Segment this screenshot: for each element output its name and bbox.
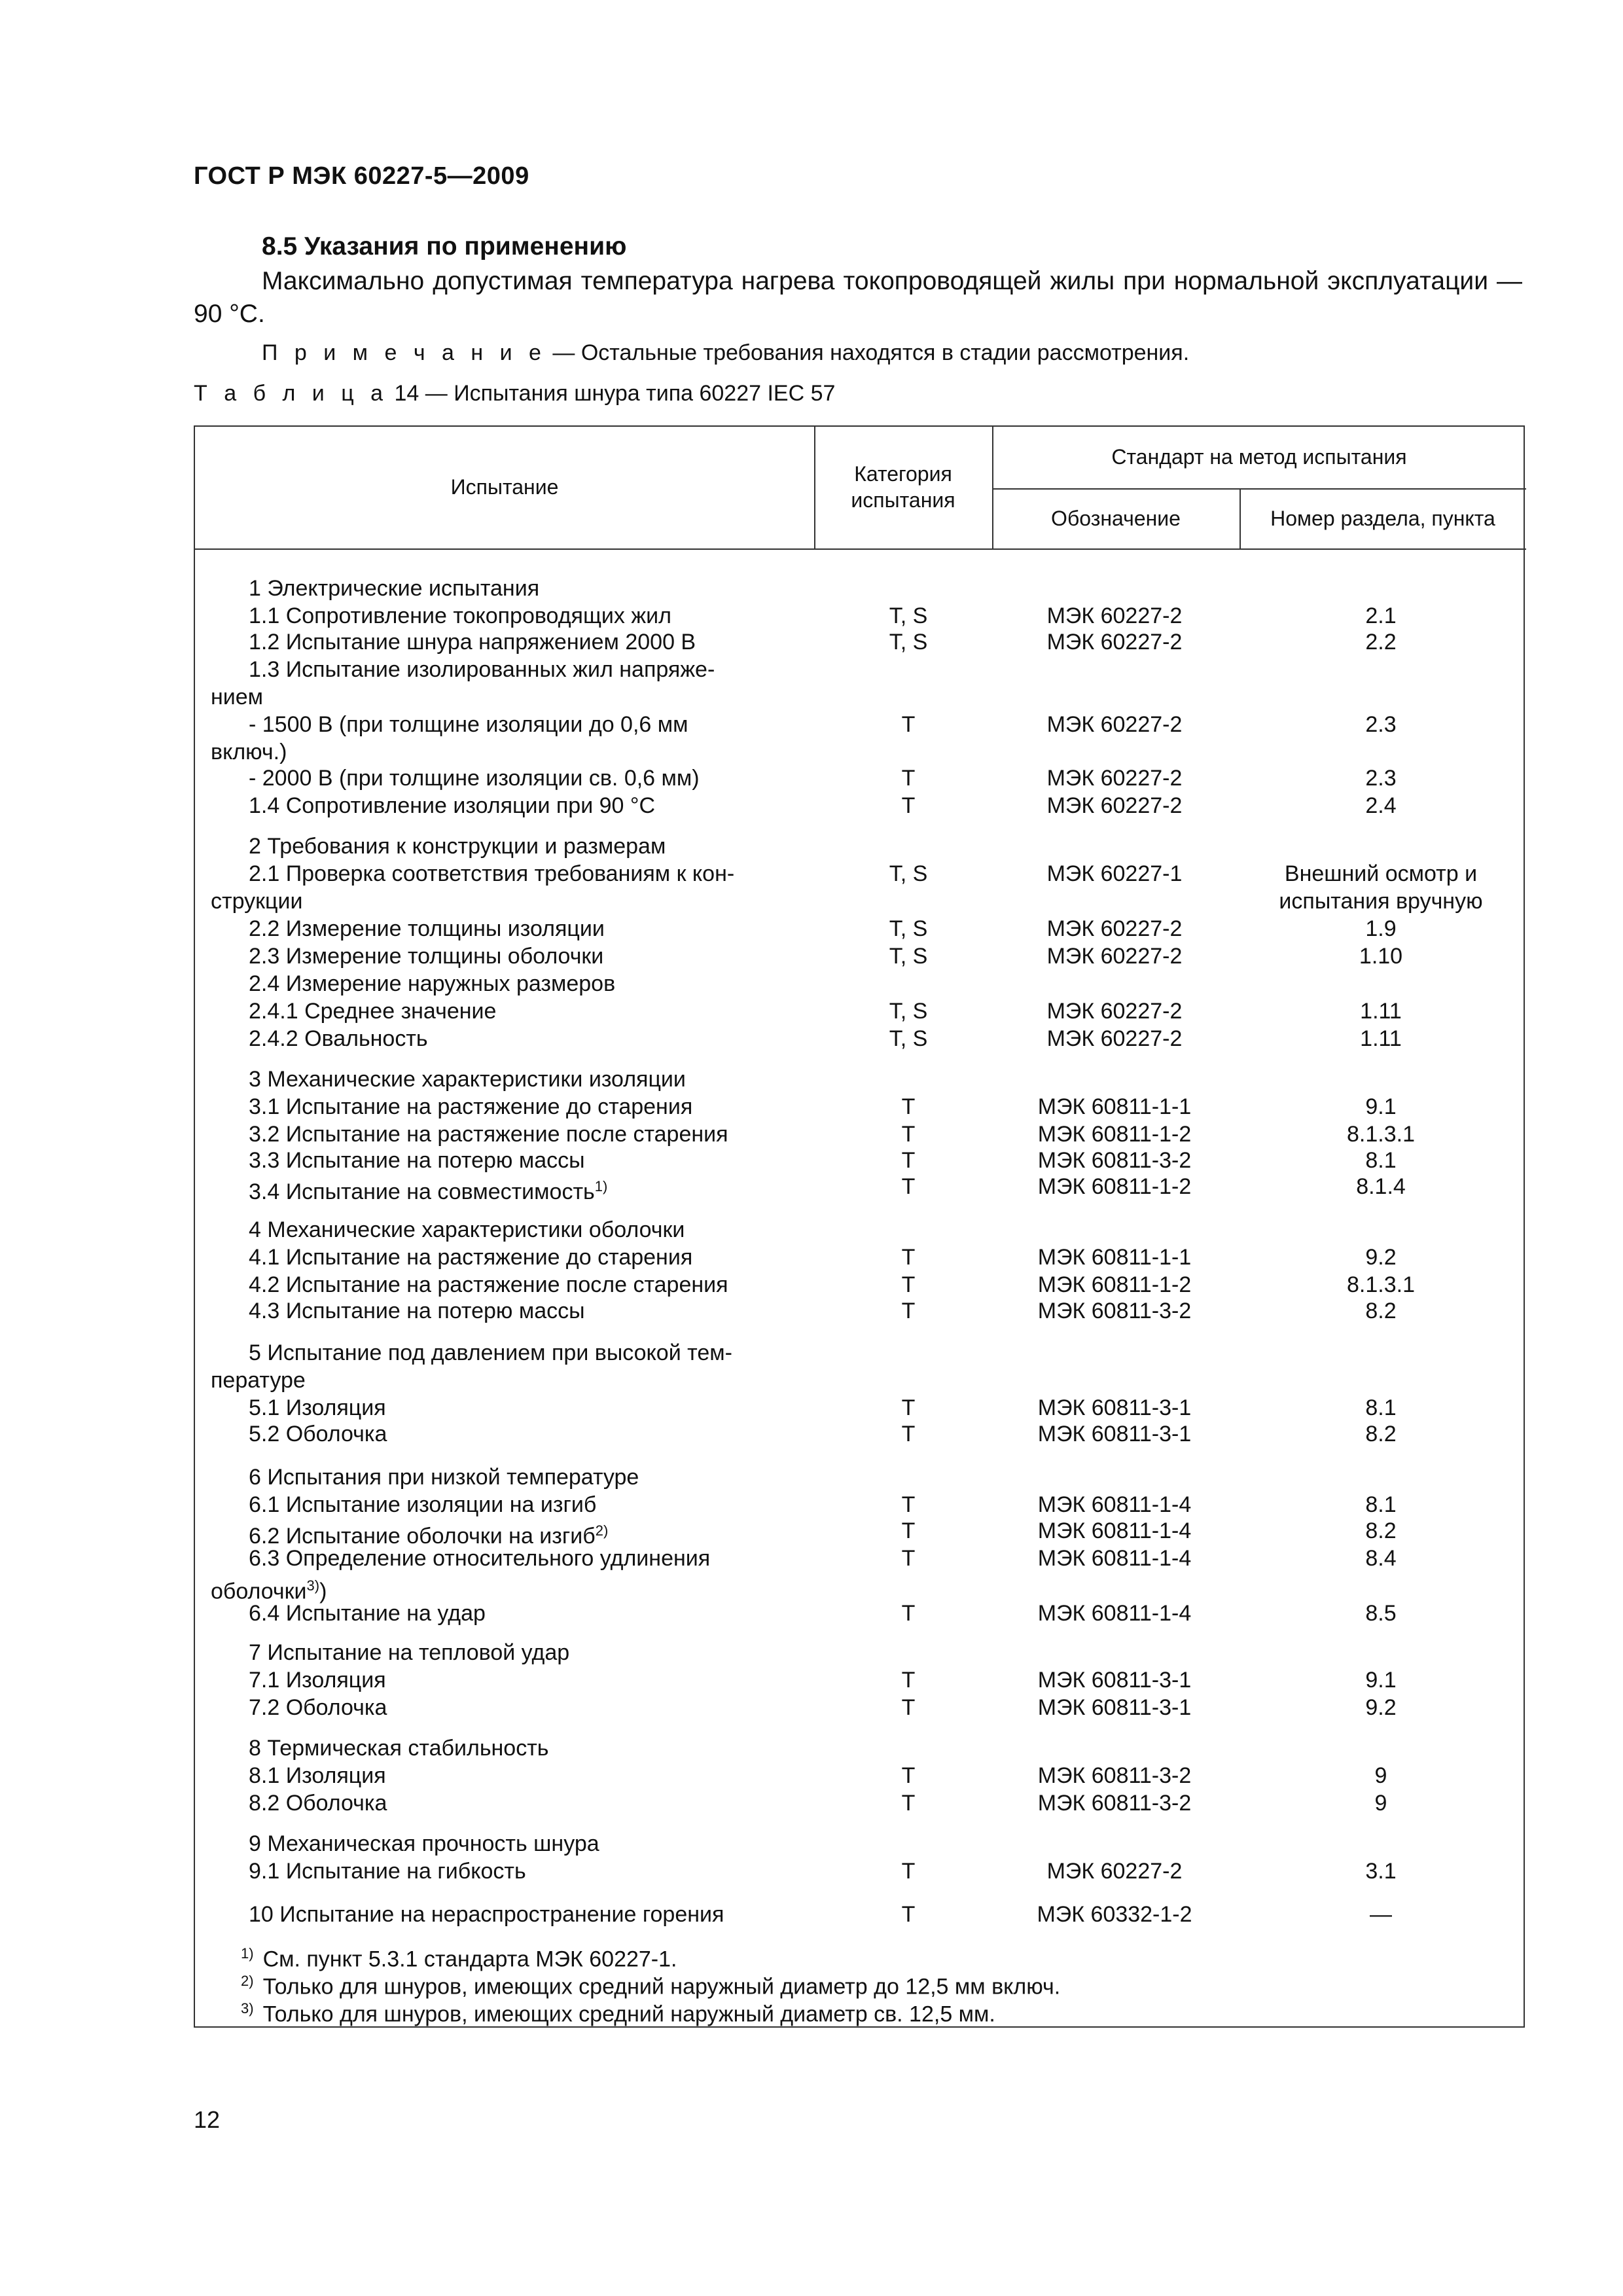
test-name-cell: [211, 1173, 800, 1206]
clause-cell: 9.1: [1365, 1094, 1397, 1119]
test-name-cell: [211, 1789, 800, 1817]
test-name-text: 6.2 Испытание оболочки на изгиб: [249, 1524, 596, 1549]
category-cell: T, S: [889, 916, 928, 941]
designation-cell: МЭК 60811-1-2: [1037, 1174, 1192, 1199]
designation-cell: МЭК 60332-1-2: [1037, 1902, 1192, 1927]
test-name-text: 5.1 Изоляция: [249, 1395, 386, 1420]
category-cell: T, S: [889, 999, 928, 1024]
note-text: — Остальные требования находятся в стадии рассмотрения.: [546, 340, 1190, 365]
test-name-cell: [211, 1271, 800, 1299]
test-name-cell: [211, 764, 800, 792]
designation-cell: МЭК 60227-2: [1046, 1859, 1183, 1884]
category-cell: T: [901, 1791, 916, 1816]
test-table: [194, 425, 1525, 2028]
category-cell: T: [901, 1174, 916, 1199]
test-name-cell: [211, 1025, 800, 1052]
clause-cell: 9.2: [1365, 1695, 1397, 1720]
test-name-tail: ): [319, 1579, 327, 1604]
test-name-text: 3.2 Испытание на растяжение после старения: [249, 1122, 728, 1147]
designation-cell: МЭК 60227-1: [1046, 861, 1183, 886]
test-name-cell: [211, 860, 800, 888]
category-cell: T: [901, 1395, 916, 1420]
test-name-cell: [211, 575, 800, 602]
test-name-text: 6.1 Испытание изоляции на изгиб: [249, 1492, 597, 1517]
test-name-text: оболочки: [211, 1579, 307, 1604]
designation-cell: МЭК 60811-3-1: [1037, 1395, 1192, 1420]
table-caption-label: Т а б л и ц а: [194, 381, 389, 406]
test-name-cell: [211, 1420, 800, 1448]
designation-cell: МЭК 60811-3-2: [1037, 1299, 1192, 1323]
category-cell: T: [901, 1122, 916, 1147]
designation-cell: МЭК 60227-2: [1046, 766, 1183, 791]
clause-cell: 2.2: [1365, 630, 1397, 655]
designation-cell: МЭК 60227-2: [1046, 603, 1183, 628]
clause-cell: 9.2: [1365, 1245, 1397, 1270]
category-cell: T: [901, 1763, 916, 1788]
category-cell: T: [901, 1492, 916, 1517]
category-cell: T: [901, 1422, 916, 1446]
test-name-text: 1.1 Сопротивление токопроводящих жил: [249, 603, 671, 628]
note-label: П р и м е ч а н и е: [262, 340, 546, 365]
footnote-mark: 2): [241, 1973, 254, 1989]
test-name-text: 8.1 Изоляция: [249, 1763, 386, 1788]
clause-cell: —: [1370, 1902, 1392, 1927]
designation-cell: МЭК 60811-3-1: [1037, 1668, 1192, 1693]
designation-cell: МЭК 60811-1-1: [1037, 1094, 1192, 1119]
section-title: 8.5 Указания по применению: [262, 232, 627, 260]
clause-cell: 8.1: [1365, 1395, 1397, 1420]
test-name-cell: [211, 942, 800, 970]
test-name-cell: [211, 1339, 800, 1367]
header-subdivider: [992, 488, 1526, 490]
table-caption-text: 14 — Испытания шнура типа 60227 IEC 57: [388, 381, 836, 406]
test-name-cell: [211, 628, 800, 656]
designation-cell: МЭК 60811-1-4: [1037, 1492, 1192, 1517]
clause-cell: 1.9: [1365, 916, 1397, 941]
test-name-cell: [211, 711, 800, 738]
clause-cell: 8.1.3.1: [1347, 1272, 1415, 1297]
clause-cell: 3.1: [1365, 1859, 1397, 1884]
designation-cell: МЭК 60811-1-4: [1037, 1601, 1192, 1626]
designation-cell: МЭК 60811-1-2: [1037, 1272, 1192, 1297]
clause-cell: 8.2: [1365, 1299, 1397, 1323]
test-name-text: 2.4.1 Среднее значение: [249, 999, 497, 1024]
footnote-mark: 1): [241, 1945, 254, 1962]
test-name-text: включ.): [211, 740, 287, 764]
category-cell: T, S: [889, 944, 928, 969]
test-name-text: 4.2 Испытание на растяжение после старения: [249, 1272, 728, 1297]
test-name-cell: [211, 1734, 800, 1762]
test-name-text: 5 Испытание под давлением при высокой тем-: [249, 1340, 732, 1365]
header-category-line-2: испытания: [851, 488, 955, 512]
test-name-text: 2.3 Измерение толщины оболочки: [249, 944, 604, 969]
category-cell: T, S: [889, 630, 928, 655]
test-name-text: 7.1 Изоляция: [249, 1668, 386, 1693]
test-name-cell: [211, 1463, 800, 1491]
test-name-text: 2.1 Проверка соответствия требованиям к кон-: [249, 861, 735, 886]
test-name-cell: [211, 970, 800, 997]
clause-cell: 9.1: [1365, 1668, 1397, 1693]
designation-cell: МЭК 60227-2: [1046, 793, 1183, 818]
test-name-cell: [211, 1491, 800, 1518]
test-name-cell: [211, 997, 800, 1025]
footnote-ref: 1): [594, 1178, 608, 1194]
test-name-cell: [211, 1216, 800, 1244]
clause-cell: 8.5: [1365, 1601, 1397, 1626]
clause-cell: 8.1: [1365, 1148, 1397, 1173]
test-name-text: 4.1 Испытание на растяжение до старения: [249, 1245, 693, 1270]
test-name-text: 6 Испытания при низкой температуре: [249, 1465, 639, 1490]
category-cell: T: [901, 766, 916, 791]
test-name-text: 2.4 Измерение наружных размеров: [249, 971, 616, 996]
clause-cell: испытания вручную: [1279, 889, 1483, 914]
test-name-text: 2.4.2 Овальность: [249, 1026, 428, 1051]
test-name-text: 10 Испытание на нераспространение горения: [249, 1902, 724, 1927]
test-name-text: 2 Требования к конструкции и размерам: [249, 834, 666, 859]
test-name-cell: [211, 683, 800, 711]
test-name-text: 2.2 Измерение толщины изоляции: [249, 916, 605, 941]
test-name-text: 4 Механические характеристики оболочки: [249, 1217, 685, 1242]
designation-cell: МЭК 60811-3-2: [1037, 1148, 1192, 1173]
header-standard: Стандарт на метод испытания: [1111, 445, 1407, 469]
test-name-cell: [211, 1545, 800, 1572]
test-name-cell: [211, 1244, 800, 1271]
clause-cell: 1.11: [1360, 1026, 1402, 1051]
category-cell: T: [901, 1695, 916, 1720]
test-name-text: 8.2 Оболочка: [249, 1791, 387, 1816]
designation-cell: МЭК 60227-2: [1046, 712, 1183, 737]
test-name-cell: [211, 1147, 800, 1174]
designation-cell: МЭК 60811-3-1: [1037, 1695, 1192, 1720]
designation-cell: МЭК 60227-2: [1046, 630, 1183, 655]
test-name-text: 3 Механические характеристики изоляции: [249, 1067, 686, 1092]
header-category: [814, 461, 992, 513]
category-cell: T: [901, 1859, 916, 1884]
test-name-text: - 2000 В (при толщине изоляции св. 0,6 мм): [249, 766, 700, 791]
test-name-cell: [211, 1121, 800, 1148]
test-name-text: 5.2 Оболочка: [249, 1422, 387, 1446]
category-cell: T: [901, 1668, 916, 1693]
test-name-text: струкции: [211, 889, 303, 914]
category-cell: T, S: [889, 861, 928, 886]
test-name-cell: [211, 738, 800, 766]
clause-cell: 8.1: [1365, 1492, 1397, 1517]
test-name-cell: [211, 1600, 800, 1627]
test-name-cell: [211, 1762, 800, 1789]
header-clause: Номер раздела, пункта: [1270, 507, 1495, 530]
header-designation: Обозначение: [1051, 507, 1181, 530]
category-cell: T: [901, 1299, 916, 1323]
test-name-cell: [211, 602, 800, 630]
section-paragraph: Максимально допустимая температура нагрева токопроводящей жилы при нормальной эксплуатации — 90 °С.: [194, 267, 1522, 328]
test-name-text: нием: [211, 685, 264, 709]
header-bottom-line: [195, 548, 1526, 550]
test-name-cell: [211, 1367, 800, 1394]
test-name-cell: [211, 1694, 800, 1721]
test-name-text: 7.2 Оболочка: [249, 1695, 387, 1720]
category-cell: T: [901, 1601, 916, 1626]
test-name-cell: [211, 915, 800, 942]
document-header: ГОСТ Р МЭК 60227-5—2009: [194, 162, 529, 190]
category-cell: T: [901, 1245, 916, 1270]
test-name-cell: [211, 1857, 800, 1885]
designation-cell: МЭК 60227-2: [1046, 999, 1183, 1024]
clause-cell: 8.2: [1365, 1518, 1397, 1543]
clause-cell: 2.1: [1365, 603, 1397, 628]
test-name-text: 6.3 Определение относительного удлинения: [249, 1546, 711, 1571]
test-name-cell: [211, 833, 800, 860]
designation-cell: МЭК 60811-1-4: [1037, 1518, 1192, 1543]
section-note: [262, 340, 1189, 366]
clause-cell: 1.11: [1360, 999, 1402, 1024]
test-name-text: 3.4 Испытание на совместимость: [249, 1179, 595, 1205]
test-name-cell: [211, 1666, 800, 1694]
footnote-text: Только для шнуров, имеющих средний наружный диаметр до 12,5 мм включ.: [262, 1974, 1061, 2000]
footnote-ref: 3): [306, 1577, 320, 1594]
test-name-text: 9 Механическая прочность шнура: [249, 1831, 599, 1856]
clause-cell: 8.4: [1365, 1546, 1397, 1571]
footnote-mark: 3): [241, 2000, 254, 2017]
clause-cell: 2.3: [1365, 766, 1397, 791]
clause-cell: 8.1.3.1: [1347, 1122, 1415, 1147]
header-test: Испытание: [450, 475, 559, 499]
category-cell: T: [901, 1546, 916, 1571]
category-cell: T, S: [889, 1026, 928, 1051]
test-name-text: 1.2 Испытание шнура напряжением 2000 В: [249, 630, 696, 655]
category-cell: T: [901, 1518, 916, 1543]
footnote: [241, 1995, 995, 2028]
clause-cell: 2.3: [1365, 712, 1397, 737]
test-name-cell: [211, 1639, 800, 1666]
designation-cell: МЭК 60811-1-2: [1037, 1122, 1192, 1147]
footnote-ref: 2): [595, 1522, 609, 1539]
designation-cell: МЭК 60811-1-4: [1037, 1546, 1192, 1571]
page-number: 12: [194, 2106, 221, 2133]
clause-cell: 9: [1374, 1763, 1387, 1788]
test-name-text: 3.3 Испытание на потерю массы: [249, 1148, 585, 1173]
designation-cell: МЭК 60811-3-1: [1037, 1422, 1192, 1446]
test-name-cell: [211, 792, 800, 819]
footnote-text: См. пункт 5.3.1 стандарта МЭК 60227-1.: [262, 1946, 677, 1972]
category-cell: T: [901, 712, 916, 737]
header-category-line-1: Категория: [854, 462, 952, 486]
test-name-cell: [211, 1901, 800, 1928]
footnote-text: Только для шнуров, имеющих средний наружный диаметр св. 12,5 мм.: [262, 2001, 995, 2027]
table-caption: [194, 381, 835, 406]
test-name-text: 8 Термическая стабильность: [249, 1736, 549, 1761]
test-name-text: - 1500 В (при толщине изоляции до 0,6 мм: [249, 712, 688, 737]
test-name-text: 4.3 Испытание на потерю массы: [249, 1299, 585, 1323]
test-name-cell: [211, 656, 800, 683]
category-cell: T: [901, 1902, 916, 1927]
test-name-text: 1.3 Испытание изолированных жил напряже-: [249, 657, 715, 682]
category-cell: T: [901, 1094, 916, 1119]
designation-cell: МЭК 60227-2: [1046, 1026, 1183, 1051]
clause-cell: Внешний осмотр и: [1284, 861, 1478, 886]
test-name-text: 1.4 Сопротивление изоляции при 90 °С: [249, 793, 656, 818]
test-name-cell: [211, 888, 800, 915]
test-name-cell: [211, 1297, 800, 1325]
designation-cell: МЭК 60811-3-2: [1037, 1763, 1192, 1788]
designation-cell: МЭК 60227-2: [1046, 944, 1183, 969]
test-name-cell: [211, 1394, 800, 1422]
clause-cell: 8.2: [1365, 1422, 1397, 1446]
clause-cell: 1.10: [1359, 944, 1403, 969]
clause-cell: 9: [1374, 1791, 1387, 1816]
clause-cell: 2.4: [1365, 793, 1397, 818]
test-name-cell: [211, 1093, 800, 1121]
designation-cell: МЭК 60227-2: [1046, 916, 1183, 941]
test-name-cell: [211, 1830, 800, 1857]
designation-cell: МЭК 60811-1-1: [1037, 1245, 1192, 1270]
category-cell: T: [901, 793, 916, 818]
test-name-text: пературе: [211, 1368, 306, 1393]
test-name-text: 6.4 Испытание на удар: [249, 1601, 486, 1626]
test-name-cell: [211, 1066, 800, 1093]
clause-cell: 8.1.4: [1356, 1174, 1406, 1199]
category-cell: T: [901, 1272, 916, 1297]
test-name-text: 7 Испытание на тепловой удар: [249, 1640, 570, 1665]
test-name-text: 3.1 Испытание на растяжение до старения: [249, 1094, 693, 1119]
category-cell: T, S: [889, 603, 928, 628]
test-name-text: 1 Электрические испытания: [249, 576, 540, 601]
designation-cell: МЭК 60811-3-2: [1037, 1791, 1192, 1816]
test-name-text: 9.1 Испытание на гибкость: [249, 1859, 526, 1884]
category-cell: T: [901, 1148, 916, 1173]
